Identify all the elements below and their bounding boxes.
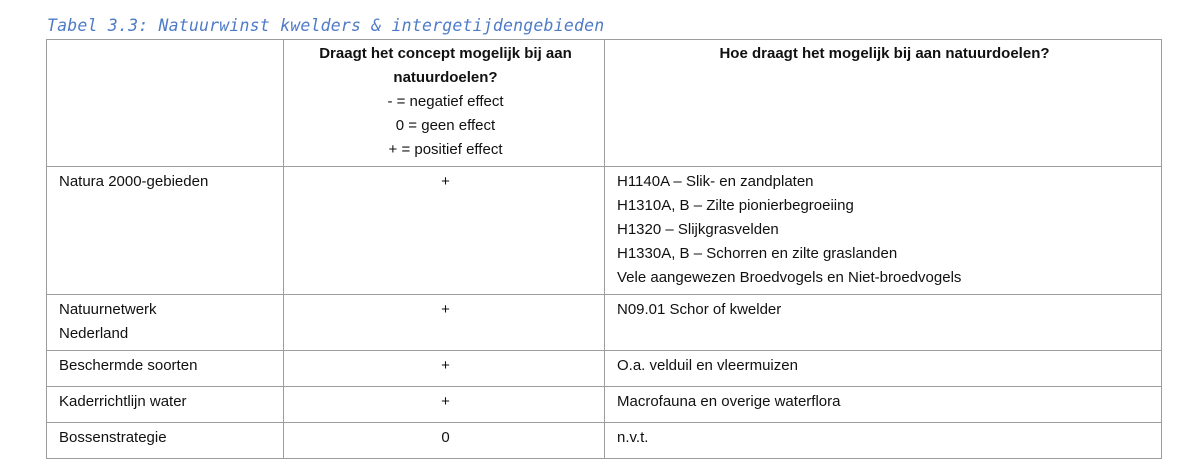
table-row: [47, 387, 1162, 423]
row-effect: +: [284, 387, 605, 423]
row-details: [605, 167, 1162, 295]
row-details: [605, 351, 1162, 387]
row-effect: 0: [284, 423, 605, 459]
legend-positive: + = positief effect: [388, 141, 503, 158]
row-details: [605, 423, 1162, 459]
row-effect: +: [284, 167, 605, 295]
detail-line: Macrofauna en overige waterflora: [617, 393, 841, 410]
legend-none: 0 = geen effect: [395, 117, 496, 134]
row-label: Beschermde soorten: [47, 351, 284, 387]
header-how: Hoe draagt het mogelijk bij aan natuurdoelen?: [605, 40, 1162, 167]
row-label: Natura 2000-gebieden: [47, 167, 284, 295]
table-row: [47, 167, 1162, 295]
detail-line: N09.01 Schor of kwelder: [617, 301, 782, 318]
detail-line: H1310A, B – Zilte pionierbegroeiing: [617, 197, 854, 214]
detail-line: Vele aangewezen Broedvogels en Niet-broedvogels: [617, 269, 962, 286]
detail-line: O.a. velduil en vleermuizen: [617, 357, 798, 374]
table-row: [47, 423, 1162, 459]
row-details: [605, 387, 1162, 423]
header-contribution-title: Draagt het concept mogelijk bij aan natuurdoelen?: [319, 45, 572, 86]
row-label: Bossenstrategie: [47, 423, 284, 459]
row-effect: +: [284, 351, 605, 387]
legend-negative: - = negatief effect: [387, 93, 504, 110]
table-row: [47, 351, 1162, 387]
row-label: [47, 295, 284, 351]
row-effect: +: [284, 295, 605, 351]
row-label-text: Natuurnetwerk Nederland: [59, 301, 157, 342]
row-details: [605, 295, 1162, 351]
nature-goals-table: [46, 39, 1162, 459]
detail-line: H1320 – Slijkgrasvelden: [617, 221, 779, 238]
header-contribution: [284, 40, 605, 167]
table-header-row: [47, 40, 1162, 167]
detail-line: H1140A – Slik- en zandplaten: [617, 173, 814, 190]
detail-line: H1330A, B – Schorren en zilte graslanden: [617, 245, 898, 262]
table-row: [47, 295, 1162, 351]
detail-line: n.v.t.: [617, 429, 649, 446]
table-caption: Tabel 3.3: Natuurwinst kwelders & intergetijdengebieden: [47, 16, 605, 35]
row-label: Kaderrichtlijn water: [47, 387, 284, 423]
header-empty-cell: [47, 40, 284, 167]
